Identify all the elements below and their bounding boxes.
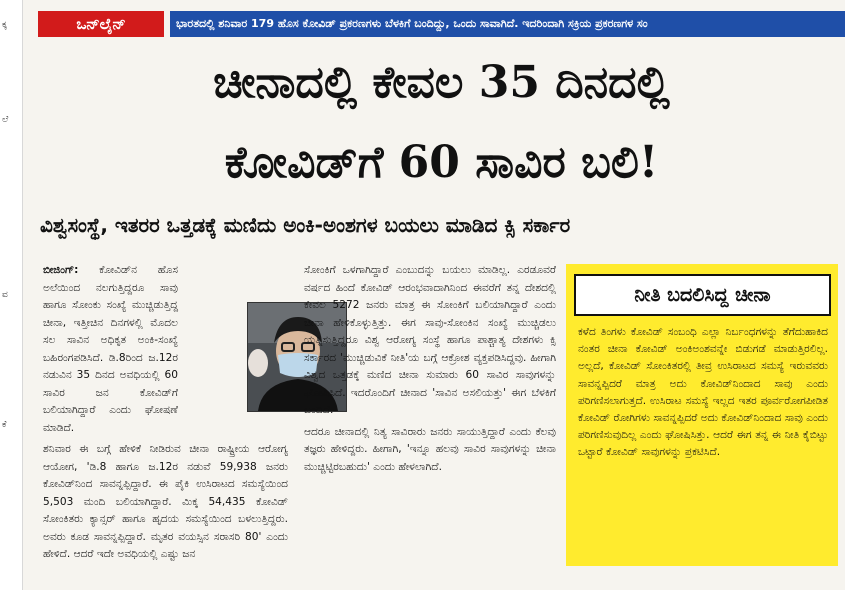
top-bar	[38, 11, 845, 37]
sidebar-box-title: ನೀತಿ ಬದಲಿಸಿದ್ದ ಚೀನಾ	[574, 274, 831, 316]
paragraph: ಸೋಂಕಿಗೆ ಒಳಗಾಗಿದ್ದಾರೆ ಎಂಬುದನ್ನು ಬಯಲು ಮಾಡಿಲ್ಲ. ಎರಡೂವರೆ ವರ್ಷದ ಹಿಂದೆ ಕೋವಿಡ್ ಆರಂಭವಾದಾಗಿನಿಂದ ಈವರೆಗೆ ತನ್ನ ದೇಶದಲ್ಲಿ ಕೇವಲ 5272 ಜನರು ಮಾತ್ರ ಈ ಸೋಂಕಿಗೆ ಬಲಿಯಾಗಿದ್ದಾರೆ ಎಂದು ಚೀನಾ ಹೇಳಿಕೊಳ್ಳುತ್ತಿತ್ತು. ಈಗ ಸಾವು-ಸೋಂಕಿನ ಸಂಖ್ಯೆ ಮುಚ್ಚಿಡಲು ಯತ್ನಿಸುತ್ತಿದ್ದರೂ ವಿಶ್ವ ಆರೋಗ್ಯ ಸಂಸ್ಥೆ ಹಾಗೂ ಪಾಶ್ಚಾತ್ಯ ದೇಶಗಳು ಕ್ಸಿ ಸರ್ಕಾರದ 'ಮುಚ್ಚಿಡುವಿಕೆ ನೀತಿ'ಯ ಬಗ್ಗೆ ಆಕ್ರೋಶ ವ್ಯಕ್ತಪಡಿಸಿದ್ದವು. ಹೀಗಾಗಿ ವಿಶ್ವದ ಒತ್ತಡಕ್ಕೆ ಮಣಿದ ಚೀನಾ ಸುಮಾರು 60 ಸಾವಿರ ಸಾವುಗಳನ್ನು ಘೋಷಿಸಿದೆ. ಇದರೊಂದಿಗೆ ಚೀನಾದ 'ಸಾವಿನ ಅಸಲಿಯತ್ತು' ಈಗ ಬೆಳಕಿಗೆ ಬಂದಿದೆ.	[304, 264, 556, 416]
paragraph: ಆದರೂ ಚೀನಾದಲ್ಲಿ ನಿತ್ಯ ಸಾವಿರಾರು ಜನರು ಸಾಯುತ್ತಿದ್ದಾರೆ ಎಂದು ಕೆಲವು ತಜ್ಞರು ಹೇಳಿದ್ದರು. ಹೀಗಾಗಿ, 'ಇನ್ನೂ ಹಲವು ಸಾವಿರ ಸಾವುಗಳನ್ನು ಚೀನಾ ಮುಚ್ಚಿಟ್ಟಿರಬಹುದು' ಎಂದು ಹೇಳಲಾಗಿದೆ.	[304, 425, 556, 473]
margin-fragment: ವ	[2, 290, 8, 300]
news-ticker: ಭಾರತದಲ್ಲಿ ಶನಿವಾರ 179 ಹೊಸ ಕೋವಿಡ್ ಪ್ರಕರಣಗಳು ಬೆಳಕಿಗೆ ಬಂದಿದ್ದು, ಒಂದು ಸಾವಾಗಿದೆ. ಇದರಿಂದಾಗಿ ಸಕ್ರಿಯ ಪ್ರಕರಣಗಳ ಸಂ	[170, 11, 845, 37]
paragraph: ಕೋವಿಡ್‌ನ ಹೊಸ ಅಲೆಯಿಂದ ನಲಗುತ್ತಿದ್ದರೂ ಸಾವು ಹಾಗೂ ಸೋಂಕು ಸಂಖ್ಯೆ ಮುಚ್ಚಿಡುತ್ತಿದ್ದ ಚೀನಾ, ಇತ್ತೀಚಿನ ದಿನಗಳಲ್ಲಿ ಮೊದಲ ಸಲ ಸಾವಿನ ಅಧಿಕೃತ ಅಂಕಿ-ಸಂಖ್ಯೆ ಬಹಿರಂಗಪಡಿಸಿದೆ. ಡಿ.8ರಿಂದ ಜ.12ರ ನಡುವಿನ 35 ದಿನದ ಅವಧಿಯಲ್ಲಿ 60 ಸಾವಿರ ಜನ ಕೋವಿಡ್‌ಗೆ ಬಲಿಯಾಗಿದ್ದಾರೆ ಎಂದು ಘೋಷಣೆ ಮಾಡಿದೆ.	[43, 264, 178, 434]
sidebar-box-body: ಕಳೆದ ತಿಂಗಳು ಕೋವಿಡ್ ಸಂಬಂಧಿ ಎಲ್ಲಾ ನಿರ್ಬಂಧಗಳನ್ನು ತೆಗೆದುಹಾಕಿದ ನಂತರ ಚೀನಾ ಕೋವಿಡ್ ಅಂಕಿಅಂಶವನ್ನೇ ಬಿಡುಗಡೆ ಮಾಡುತ್ತಿರಲಿಲ್ಲ. ಅಲ್ಲದೆ, ಕೋವಿಡ್ ಸೋಂಕಿತರಲ್ಲಿ ತೀವ್ರ ಉಸಿರಾಟದ ಸಮಸ್ಯೆ ಇರುವವರು ಸಾವನ್ನಪ್ಪಿದರೆ ಮಾತ್ರ ಅದು ಕೋವಿಡ್‌ನಿಂದಾದ ಸಾವು ಎಂದು ಪರಿಗಣಿಸಲಾಗುತ್ತದೆ. ಉಸಿರಾಟ ಸಮಸ್ಯೆ ಇಲ್ಲದ ಇತರ ಪೂರ್ವರೋಗಪೀಡಿತ ಕೋವಿಡ್ ರೋಗಿಗಳು ಸಾವನ್ನಪ್ಪಿದರೆ ಅದು ಕೋವಿಡ್‌ನಿಂದಾದ ಸಾವು ಎಂದು ಪರಿಗಣಿಸುವುದಿಲ್ಲ ಎಂದು ಘೋಷಿಸಿತ್ತು. ಆದರೆ ಈಗ ತನ್ನ ಈ ನೀತಿ ಕೈಬಿಟ್ಟು ಒಟ್ಟಾರೆ ಕೋವಿಡ್ ಸಾವುಗಳನ್ನು ಪ್ರಕಟಿಸಿದೆ.	[578, 326, 828, 459]
margin-fragment: ಕ್ಕ	[2, 20, 7, 30]
article-column-2	[304, 262, 556, 580]
margin-fragment: ಲೆ	[2, 115, 9, 125]
dateline: ಬೀಜಿಂಗ್:	[43, 264, 79, 276]
sidebar-box	[566, 264, 838, 566]
subheadline: ವಿಶ್ವಸಂಸ್ಥೆ, ಇತರರ ಒತ್ತಡಕ್ಕೆ ಮಣಿದು ಅಂಕಿ-ಅಂಶಗಳ ಬಯಲು ಮಾಡಿದ ಕ್ಸಿ ಸರ್ಕಾರ	[40, 213, 571, 237]
online-tag: ಒನ್‌ಲೈನ್	[38, 11, 164, 37]
paragraph: ಶನಿವಾರ ಈ ಬಗ್ಗೆ ಹೇಳಿಕೆ ನೀಡಿರುವ ಚೀನಾ ರಾಷ್ಟ್ರೀಯ ಆರೋಗ್ಯ ಆಯೋಗ, 'ಡಿ.8 ಹಾಗೂ ಜ.12ರ ನಡುವೆ 59,938 ಜನರು ಕೋವಿಡ್‌ನಿಂದ ಸಾವನ್ನಪ್ಪಿದ್ದಾರೆ. ಈ ಪೈಕಿ ಉಸಿರಾಟದ ಸಮಸ್ಯೆಯಿಂದ 5,503 ಮಂದಿ ಬಲಿಯಾಗಿದ್ದಾರೆ. ಮಿಕ್ಕ 54,435 ಕೋವಿಡ್ ಸೋಂಕಿತರು ಕ್ಯಾನ್ಸರ್ ಹಾಗೂ ಹೃದಯ ಸಮಸ್ಯೆಯಿಂದ ಬಳಲುತ್ತಿದ್ದರು. ಅವರು ಕೂಡ ಸಾವನ್ನಪ್ಪಿದ್ದಾರೆ. ಮೃತರ ವಯಸ್ಸಿನ ಸರಾಸರಿ 80' ಎಂದು ಹೇಳಿದೆ. ಆದರೆ ಇದೇ ಅವಧಿಯಲ್ಲಿ ಎಷ್ಟು ಜನ	[43, 443, 288, 560]
headline-line-2: ಕೋವಿಡ್‌ಗೆ 60 ಸಾವಿರ ಬಲಿ!	[224, 137, 659, 188]
left-page-margin	[0, 0, 23, 590]
headline-line-1: ಚೀನಾದಲ್ಲಿ ಕೇವಲ 35 ದಿನದಲ್ಲಿ	[213, 57, 670, 108]
margin-fragment: ಕೆ	[2, 420, 7, 430]
